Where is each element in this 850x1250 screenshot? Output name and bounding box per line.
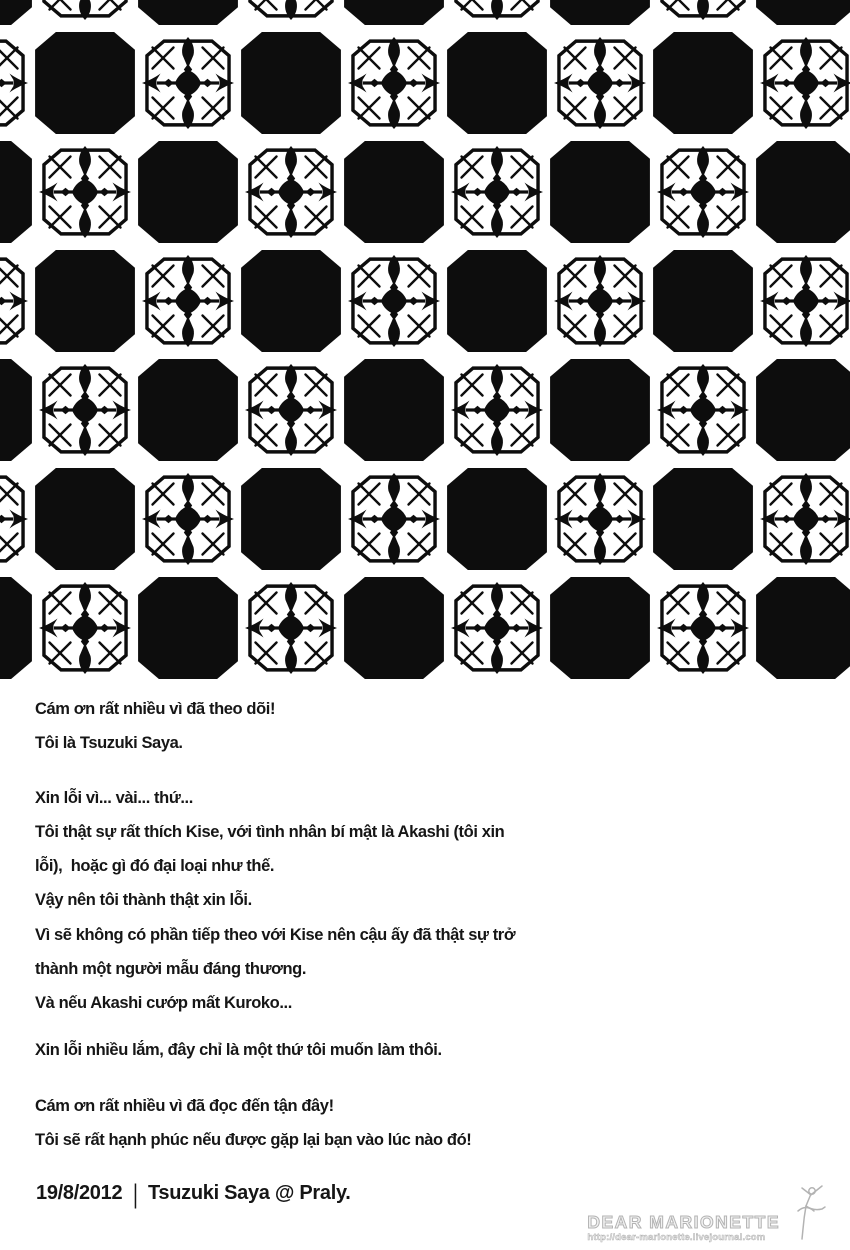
octagon-tile-ornate [37,361,133,459]
octagon-tile-solid [653,468,753,570]
octagon-tile-ornate [0,34,30,132]
octagon-tile-solid [0,141,32,243]
watermark [587,1184,826,1244]
ballerina-icon [782,1184,826,1242]
octagon-tile-ornate [140,34,236,132]
afterword-line: Tôi thật sự rất thích Kise, với tình nhân bí mật là Akashi (tôi xin [35,823,505,841]
afterword-line: Tôi sẽ rất hạnh phúc nếu được gặp lại bạn vào lúc nào đó! [35,1131,472,1149]
octagon-tile-ornate [140,252,236,350]
octagon-tile-ornate [758,470,850,568]
afterword-line: lỗi), hoặc gì đó đại loại như thế. [35,857,275,875]
octagon-tile-ornate [346,34,442,132]
octagon-tile-solid [138,141,238,243]
octagon-tile-solid [344,0,444,25]
octagon-tile-ornate [552,252,648,350]
octagon-tile-solid [0,577,32,679]
octagon-tile-solid [0,359,32,461]
octagon-tile-solid [0,0,32,25]
octagon-tile-solid [653,32,753,134]
credit-line [36,1178,351,1209]
octagon-tile-solid [756,359,850,461]
octagon-tile-ornate [243,143,339,241]
octagon-tile-solid [756,0,850,25]
octagon-tile-ornate [0,252,30,350]
octagon-tile-solid [756,141,850,243]
octagon-tile-ornate [449,361,545,459]
octagon-tile-ornate [243,0,339,23]
afterword-line: Vậy nên tôi thành thật xin lỗi. [35,891,252,909]
afterword-line: Tôi là Tsuzuki Saya. [35,734,183,752]
afterword-line: Và nếu Akashi cướp mất Kuroko... [35,994,292,1012]
octagon-tile-solid [653,250,753,352]
octagon-tile-solid [241,32,341,134]
watermark-title: DEAR MARIONETTE [587,1212,780,1232]
credit-separator-bar: | [133,1179,138,1209]
octagon-tile-solid [447,468,547,570]
octagon-tile-ornate [655,579,751,677]
octagon-tile-ornate [655,0,751,23]
octagon-tile-solid [138,577,238,679]
afterword-paragraph [35,1033,442,1067]
octagon-tile-ornate [552,34,648,132]
afterword-line: Cám ơn rất nhiều vì đã theo dõi! [35,700,276,718]
afterword-line: Vì sẽ không có phần tiếp theo với Kise nên cậu ấy đã thật sự trở [35,926,516,944]
octagon-tile-solid [35,468,135,570]
octagon-tile-ornate [449,0,545,23]
octagon-tile-solid [550,141,650,243]
octagon-tile-solid [138,0,238,25]
octagon-tile-solid [550,359,650,461]
octagon-tile-solid [241,468,341,570]
afterword-line: Xin lỗi vì... vài... thứ... [35,789,193,807]
afterword-paragraph [35,918,515,1020]
watermark-text [587,1212,780,1244]
octagon-tile-ornate [758,34,850,132]
octagon-tile-solid [447,250,547,352]
octagon-tile-ornate [449,579,545,677]
octagon-tile-solid [756,577,850,679]
octagon-tile-solid [241,250,341,352]
afterword-paragraph [35,692,275,760]
octagon-tile-ornate [346,470,442,568]
afterword-line: Xin lỗi nhiều lắm, đây chỉ là một thứ tôi muốn làm thôi. [35,1041,442,1059]
octagon-tile-solid [344,577,444,679]
octagon-tile-ornate [37,143,133,241]
afterword-line: Cám ơn rất nhiều vì đã đọc đến tận đây! [35,1097,334,1115]
watermark-url: http://dear-marionette.livejournal.com [587,1232,766,1243]
octagon-tile-ornate [37,0,133,23]
afterword-paragraph [35,1089,471,1157]
octagon-tile-ornate [758,252,850,350]
octagon-tile-ornate [449,143,545,241]
octagon-tile-solid [35,32,135,134]
octagon-tile-solid [550,0,650,25]
octagon-tile-solid [35,250,135,352]
octagon-tile-ornate [346,252,442,350]
credit-author: Tsuzuki Saya @ Praly. [148,1182,351,1204]
octagon-tile-ornate [655,143,751,241]
octagon-tile-ornate [552,470,648,568]
octagon-tile-ornate [243,579,339,677]
octagon-tile-ornate [37,579,133,677]
octagon-tile-solid [447,32,547,134]
afterword-line: thành một người mẫu đáng thương. [35,960,307,978]
octagon-tile-ornate [655,361,751,459]
octagon-tile-ornate [0,470,30,568]
octagon-tile-ornate [243,361,339,459]
credit-date: 19/8/2012 [36,1182,123,1204]
octagon-tile-solid [344,359,444,461]
octagon-tile-ornate [140,470,236,568]
afterword-paragraph [35,781,504,917]
octagon-tile-solid [550,577,650,679]
octagon-tile-solid [344,141,444,243]
octagon-tile-solid [138,359,238,461]
